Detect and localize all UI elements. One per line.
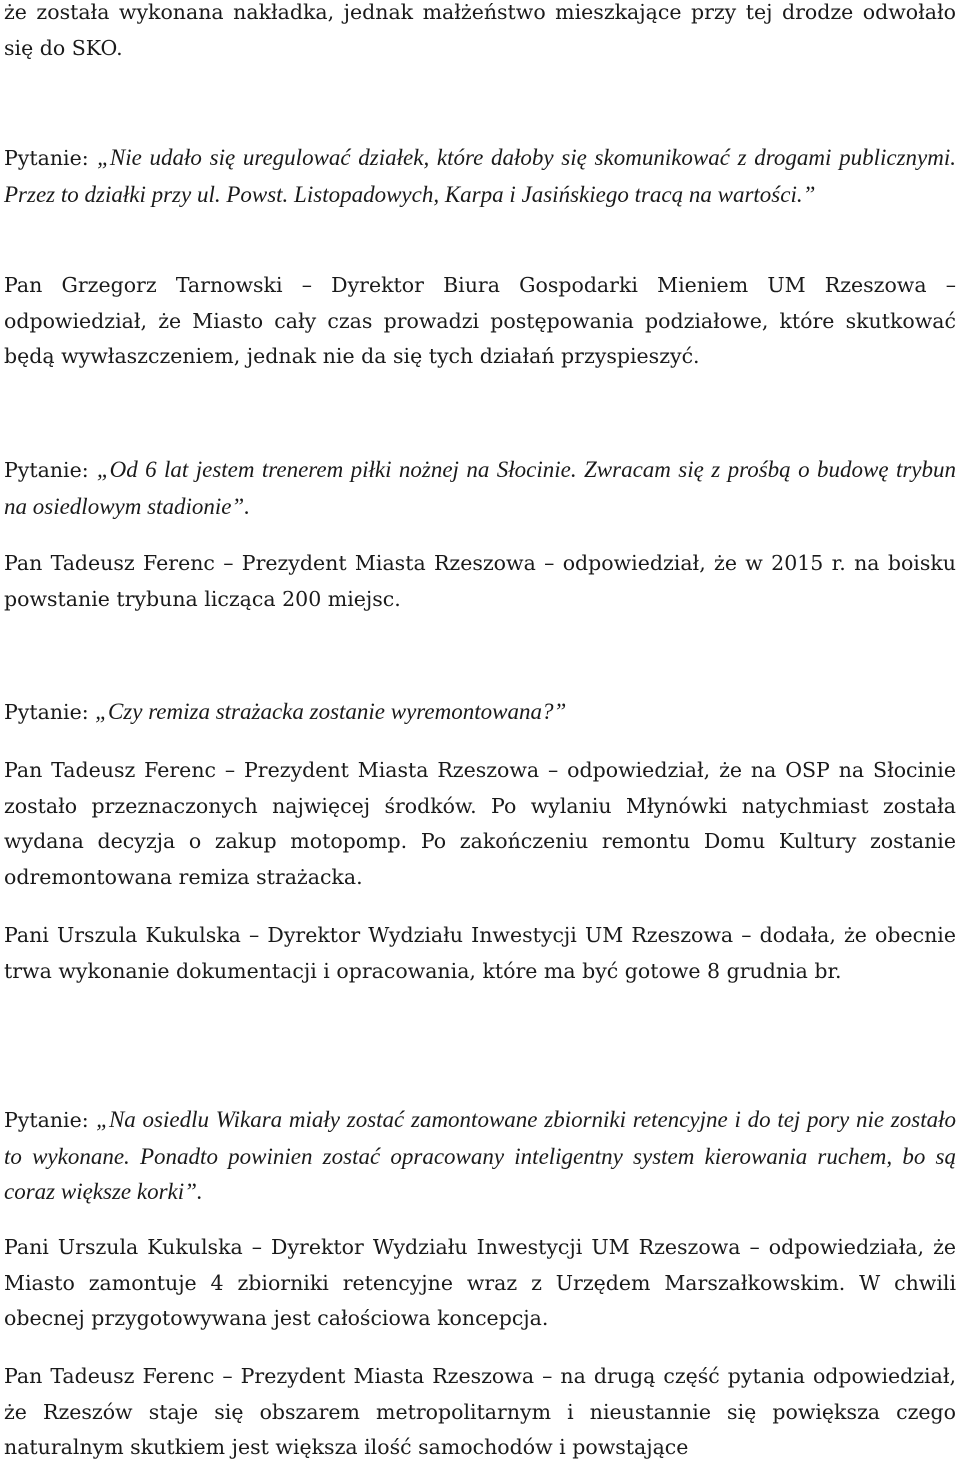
answer-paragraph: Pan Tadeusz Ferenc – Prezydent Miasta Rzeszowa – odpowiedział, że na OSP na Słocinie zostało przeznaczonych najwięcej środków. Po wylaniu Młynówki natychmiast została wydana decyzja o zakup motopomp. Po zakończeniu remontu Domu Kultury zostanie odremontowana remiza strażacka. xyxy=(4,758,956,889)
question-text: „Nie udało się uregulować działek, które dałoby się skomunikować z drogami publicznymi. Przez to działki przy ul. Powst. Listopadowych, Karpa i Jasińskiego tracą na wartości.” xyxy=(4,145,957,207)
answer-paragraph: Pan Tadeusz Ferenc – Prezydent Miasta Rzeszowa – odpowiedział, że w 2015 r. na boisku powstanie trybuna licząca 200 miejsc. xyxy=(4,551,956,611)
question-paragraph xyxy=(4,452,956,524)
question-label: Pytanie: xyxy=(4,146,98,170)
paragraph-continuation: że została wykonana nakładka, jednak małżeństwo mieszkające przy tej drodze odwołało się do SKO. xyxy=(4,0,956,60)
answer-paragraph: Pan Grzegorz Tarnowski – Dyrektor Biura Gospodarki Mieniem UM Rzeszowa – odpowiedział, że Miasto cały czas prowadzi postępowania podziałowe, które skutkować będą wywłaszczeniem, jednak nie da się tych działań przyspieszyć. xyxy=(4,273,956,368)
answer-paragraph: Pani Urszula Kukulska – Dyrektor Wydziału Inwestycji UM Rzeszowa – dodała, że obecnie trwa wykonanie dokumentacji i opracowania, które ma być gotowe 8 grudnia br. xyxy=(4,923,956,983)
answer-paragraph: Pan Tadeusz Ferenc – Prezydent Miasta Rzeszowa – na drugą część pytania odpowiedział, że Rzeszów staje się obszarem metropolitarnym i nieustannie się powiększa czego naturalnym skutkiem jest większa ilość samochodów i powstające xyxy=(4,1364,956,1459)
question-paragraph xyxy=(4,1102,956,1210)
question-text: „Od 6 lat jestem trenerem piłki nożnej na Słocinie. Zwracam się z prośbą o budowę trybun na osiedlowym stadionie”. xyxy=(4,457,956,519)
question-text: „Na osiedlu Wikara miały zostać zamontowane zbiorniki retencyjne i do tej pory nie zostało to wykonane. Ponadto powinien zostać opracowany inteligentny system kierowania ruchem, bo są coraz większe korki”. xyxy=(4,1107,956,1204)
question-label: Pytanie: xyxy=(4,458,97,482)
question-paragraph xyxy=(4,694,956,731)
answer-paragraph: Pani Urszula Kukulska – Dyrektor Wydziału Inwestycji UM Rzeszowa – odpowiedziała, że Miasto zamontuje 4 zbiorniki retencyjne wraz z Urzędem Marszałkowskim. W chwili obecnej przygotowywana jest całościowa koncepcja. xyxy=(4,1235,956,1330)
question-text: „Czy remiza strażacka zostanie wyremontowana?” xyxy=(95,699,567,724)
question-paragraph xyxy=(4,140,956,212)
question-label: Pytanie: xyxy=(4,1108,97,1132)
question-label: Pytanie: xyxy=(4,700,96,724)
